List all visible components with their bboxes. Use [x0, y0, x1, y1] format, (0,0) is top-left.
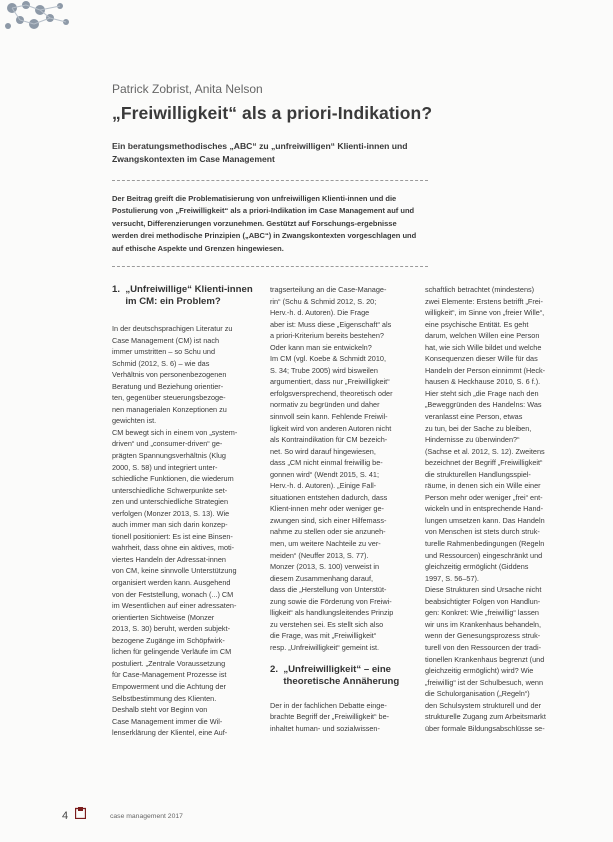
text-line: tionellen Krankenhaus begrenzt (und: [425, 654, 545, 664]
text-line: lungen umsetzen kann. Das Handeln: [425, 515, 545, 525]
text-line: zen und unterschiedliche Strategien: [112, 497, 229, 507]
text-line: lenserklärung der Klientel, eine Auf-: [112, 728, 228, 738]
text-line: wahrheit, dass ohne ein aktives, moti-: [112, 543, 235, 553]
text-line: Handeln der Person einnimmt (Heck-: [425, 365, 546, 375]
text-line: situationen entstehen dadurch, dass: [270, 492, 388, 502]
text-line: lligkeit“ als handlungsleitendes Prinzip: [270, 608, 394, 618]
text-line: orientierten Sichtweise (Monzer: [112, 612, 215, 622]
text-line: für Case-Management Prozesse ist: [112, 670, 227, 680]
text-line: driven“ und „consumer-driven“ ge-: [112, 439, 223, 449]
text-line: In der deutschsprachigen Literatur zu: [112, 324, 233, 333]
text-line: S. 34; Trube 2005) wird bisweilen: [270, 365, 378, 375]
text-line: Schmid (2012, S. 6) – wie das: [112, 358, 210, 368]
page-number: 4: [62, 810, 69, 822]
text-line: verfolgen (Monzer 2013, S. 13). Wie: [112, 508, 230, 518]
text-line: nahme zu stellen oder sie anzuneh-: [270, 527, 386, 537]
text-line: resp. „Unfreiwilligkeit“ gemeint ist.: [270, 642, 380, 652]
text-line: Der in der fachlichen Debatte einge-: [270, 700, 387, 710]
text-line: Verhältnis von personenbezogenen: [112, 370, 227, 380]
dashed-divider-top: [112, 180, 428, 181]
text-line: Case Management (CM) ist nach: [112, 335, 220, 345]
text-line: auch immer man sich darin konzep-: [112, 520, 228, 530]
text-line: immer umstritten – so Schu und: [112, 347, 216, 357]
text-line: 2000, S. 58) und integriert unter-: [112, 462, 218, 472]
text-line: hausen & Heckhause 2010, S. 6 f.).: [425, 377, 541, 387]
article-subtitle: Ein beratungsmethodisches „ABC“ zu „unfreiwilligen“ Klienti-innen und Zwangskontexten im Case Management: [112, 141, 408, 164]
text-line: gleichzeitig ermöglicht) wird? Wie: [425, 666, 534, 676]
text-line: diesem Zusammenhang darauf,: [270, 573, 374, 583]
text-line: „freiwillig“ ist der Schulbesuch, wenn: [425, 677, 544, 687]
text-line: brachte Begriff der „Freiwilligkeit“ be-: [270, 712, 390, 722]
text-line: zu verstehen sei. Es stellt sich also: [270, 619, 384, 629]
text-line: tionell positioniert: Es ist eine Binsen-: [112, 531, 233, 541]
text-line: viertes Handeln der Adressat-innen: [112, 554, 226, 564]
text-line: zung sowie die Förderung von Freiwi-: [270, 596, 392, 606]
text-line: gleichzeitig ermöglicht (Giddens: [425, 562, 529, 572]
text-line: zwei Elemente: Erstens betrifft „Frei-: [425, 296, 543, 306]
text-line: Herv.-h. d. Autoren). „Einige Fall-: [270, 481, 377, 491]
text-line: Im CM (vgl. Koebe & Schmidt 2010,: [270, 354, 386, 364]
text-line: Konsequenzen dieser Wille für das: [425, 354, 538, 364]
text-line: schiedliche Funktionen, die wiederum: [112, 474, 234, 484]
text-line: die Frage, was mit „Freiwilligkeit“: [270, 631, 377, 641]
text-line: Selbstbestimmung des Klienten.: [112, 693, 217, 703]
text-line: rin“ (Schu & Schmid 2012, S. 20;: [270, 296, 377, 306]
text-line: postuliert. „Zentrale Voraussetzung: [112, 658, 226, 668]
text-line: die Schulorganisation („Regeln“): [425, 689, 530, 699]
text-line: ten, gegenüber steuerungsbezoge-: [112, 393, 226, 403]
text-line: bezogene Zugänge im Schöpfwirk-: [112, 635, 225, 645]
text-line: eine psychische Entität. Es geht: [425, 319, 529, 329]
text-line: gen: Konkret: Wie „freiwillig“ lassen: [425, 608, 539, 618]
text-line: organisiert werden kann. Ausgehend: [112, 578, 231, 588]
text-line: zu tun, bei der Sache zu bleiben,: [425, 423, 532, 433]
text-line: [270, 688, 402, 700]
section-heading-2: 2. „Unfreiwilligkeit“ – eine theoretische Annäherung: [270, 664, 400, 687]
text-line: über formale Bildungsabschlüsse se-: [425, 723, 545, 733]
text-line: Oder kann man sie entwickeln?: [270, 342, 372, 352]
text-line: willigkeit“, im Sinne von „freier Wille“,: [425, 308, 545, 318]
text-line: turell von den Ressourcen der tradi-: [425, 642, 541, 652]
text-line: wickeln und in entsprechende Hand-: [425, 504, 544, 514]
text-line: räume, in denen sich ein Wille einer: [425, 481, 541, 491]
text-line: nen managerialen Konzeptionen zu: [112, 404, 227, 414]
text-line: CM bewegt sich in einem von „system-: [112, 427, 238, 437]
text-line: veranlasst eine Person, etwas: [425, 412, 523, 422]
text-line: Diese Strukturen sind Ursache nicht: [425, 585, 542, 595]
text-line: bezeichnet der Begriff „Freiwilligkeit“: [425, 458, 543, 468]
text-line: unterschiedliche Schwerpunkte set-: [112, 485, 228, 495]
text-line: wenn der Genesungsprozess struk-: [425, 631, 541, 641]
text-line: inhaltet human- und sozialwissen-: [270, 723, 380, 733]
text-line: Beratung und Beziehung orientier-: [112, 381, 224, 391]
journal-name: case management 2017: [110, 813, 183, 820]
journal-logo-icon: [75, 807, 86, 819]
text-line: hat, wie sich Wille bildet und welche: [425, 342, 542, 352]
text-line: ligkeit wird von anderen Autoren nicht: [270, 423, 392, 433]
text-line: Herv.-h. d. Autoren). Die Frage: [270, 308, 370, 318]
text-line: zwungen sind, sich einer Hilfemass-: [270, 515, 387, 525]
text-line: Deshalb steht vor Beginn von: [112, 705, 208, 715]
text-column-1: [112, 284, 254, 739]
text-line: prägten Spannungsverhältnis (Klug: [112, 451, 226, 461]
text-line: 2013, S. 30) beruht, werden subjekt-: [112, 624, 231, 634]
text-line: Case Management immer die Wil-: [112, 716, 223, 726]
text-line: „Beweggründen des Handelns: Was: [425, 400, 542, 410]
section-heading-1: 1. „Unfreiwillige“ Klienti-innen im CM: ein Problem?: [112, 284, 253, 307]
text-line: lichen für gelingende Verläufe im CM: [112, 647, 232, 657]
text-line: normativ zu begründen und daher: [270, 400, 380, 410]
text-line: Empowerment und die Achtung der: [112, 681, 226, 691]
article-abstract: Der Beitrag greift die Problematisierung von unfreiwilligen Klienti-innen und die Postulierung von „Freiwilligkeit“ als a priori-Indikation im Case Management auf und versucht, Differenzierungen vorzunehmen. Gestützt auf Forschungs-ergebnisse werden drei methodische Prinzipien („ABC“) in Zwangskontexten vorgeschlagen und auf ethische Aspekte und Grenzen hingewiesen.: [112, 194, 417, 253]
text-line: Klient-innen mehr oder weniger ge-: [270, 504, 384, 514]
text-line: von der Feststellung, wonach (...) CM: [112, 589, 234, 599]
text-line: sinnvoll sein kann. Fehlende Freiwil-: [270, 412, 388, 422]
text-line: argumentiert, dass nur „Freiwilligkeit“: [270, 377, 390, 387]
text-line: turelle Rahmenbedingungen (Regeln: [425, 539, 545, 549]
text-line: aber ist: Muss diese „Eigenschaft“ als: [270, 319, 392, 329]
text-line: a priori-Kriterium bereits bestehen?: [270, 331, 384, 341]
text-line: im Wesentlichen auf einer adressaten-: [112, 601, 237, 611]
text-column-3: [425, 284, 573, 734]
text-line: Person mehr oder weniger „frei“ ent-: [425, 492, 543, 502]
text-line: Monzer (2013, S. 100) verweist in: [270, 562, 380, 572]
text-line: schaftlich betrachtet (mindestens): [425, 285, 535, 294]
text-line: men, um weitere Nachteile zu ver-: [270, 539, 381, 549]
text-line: dass „CM nicht einmal freiwillig be-: [270, 458, 383, 468]
text-line: von Menschen ist stets durch struk-: [425, 527, 540, 537]
text-line: gonnen wird“ (Wendt 2015, S. 41;: [270, 469, 379, 479]
text-line: darum, welchen Willen eine Person: [425, 331, 540, 341]
text-line: strukturelle Zugang zum Arbeitsmarkt: [425, 712, 546, 722]
text-line: dass die „Herstellung von Unterstüt-: [270, 585, 387, 595]
text-line: Hindernisse zu überwinden?“: [425, 435, 520, 445]
text-line: als Kontraindikation für CM bezeich-: [270, 435, 388, 445]
decorative-molecule-graphic: [0, 0, 80, 34]
article-authors: Patrick Zobrist, Anita Nelson: [112, 82, 263, 96]
text-line: beabsichtigter Folgen von Handlun-: [425, 596, 541, 606]
text-line: wir uns im Krankenhaus behandeln,: [425, 619, 542, 629]
text-line: den Schulsystem strukturell und der: [425, 700, 541, 710]
text-line: Hier steht sich „die Frage nach den: [425, 388, 539, 398]
text-line: gewichten ist.: [112, 416, 157, 426]
text-line: und Ressourcen) eingeschränkt und: [425, 550, 543, 560]
text-line: meiden“ (Neuffer 2013, S. 77).: [270, 550, 369, 560]
dashed-divider-bottom: [112, 266, 428, 267]
text-line: die strukturellen Handlungsspiel-: [425, 469, 531, 479]
text-line: tragserteilung an die Case-Manage-: [270, 285, 387, 294]
text-line: erfolgsversprechend, theoretisch oder: [270, 388, 393, 398]
text-line: von CM, keine sinnvolle Unterstützung: [112, 566, 237, 576]
text-line: 1997, S. 56–57).: [425, 573, 479, 583]
text-line: net. So wird darauf hingewiesen,: [270, 446, 376, 456]
text-line: (Sachse et al. 2012, S. 12). Zweitens: [425, 446, 545, 456]
article-title: „Freiwilligkeit“ als a priori-Indikation?: [112, 103, 433, 123]
